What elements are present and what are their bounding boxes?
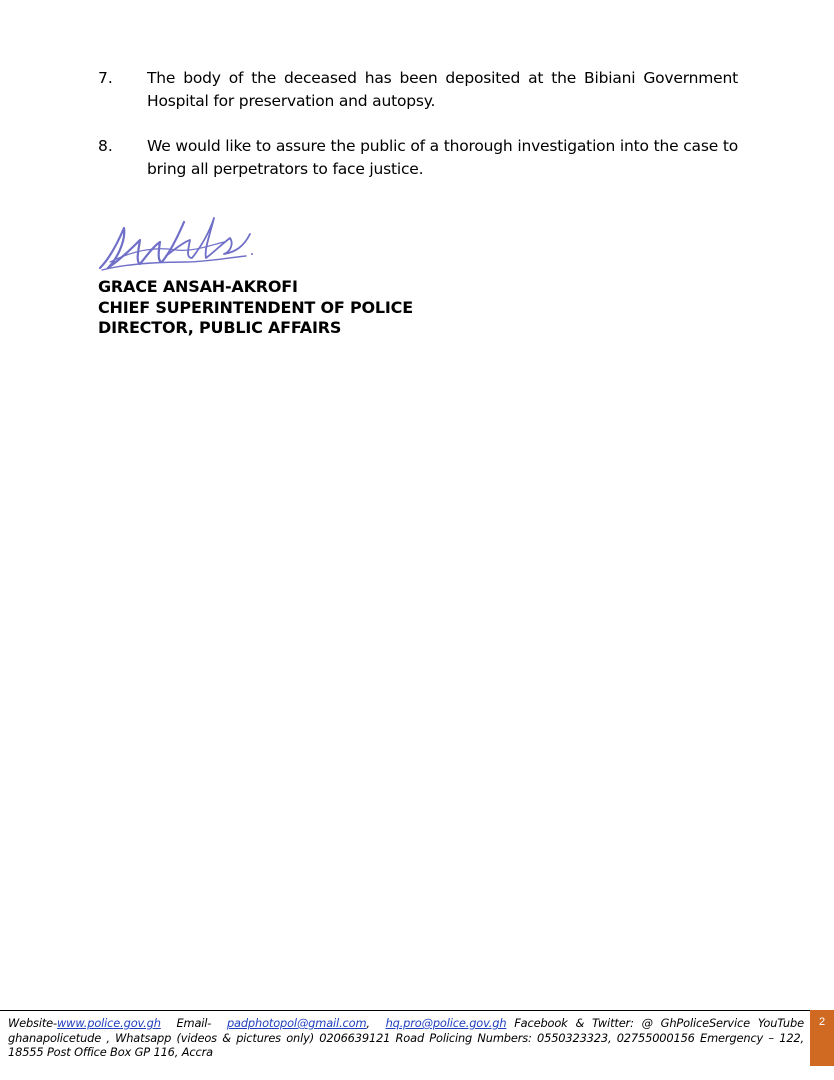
signature-block bbox=[98, 277, 413, 339]
email-separator: , bbox=[366, 1016, 370, 1030]
footer-contact-text: Facebook & Twitter: @ GhPoliceService YouTube ghanapolicetude , Whatsapp (videos & pictures only) 0206639121 Road Policing Numbers: 0550323323, 02755000156 Emergency – 122, 18555 Post Office Box GP 116, Accra bbox=[8, 1016, 804, 1059]
paragraph-text: We would like to assure the public of a thorough investigation into the case to bring all perpetrators to face justice. bbox=[147, 137, 738, 178]
footer-divider bbox=[0, 1010, 810, 1011]
handwritten-signature bbox=[96, 212, 256, 274]
website-label: Website- bbox=[8, 1016, 57, 1030]
website-link[interactable]: www.police.gov.gh bbox=[57, 1016, 161, 1030]
contact-footer bbox=[8, 1016, 804, 1060]
paragraph-7 bbox=[98, 67, 738, 113]
page-number: 2 bbox=[818, 1016, 826, 1028]
signatory-title: DIRECTOR, PUBLIC AFFAIRS bbox=[98, 318, 342, 337]
paragraph-text: The body of the deceased has been deposited at the Bibiani Government Hospital for preservation and autopsy. bbox=[147, 69, 738, 110]
email-link-pad[interactable]: padphotopol@gmail.com bbox=[226, 1016, 367, 1030]
signatory-name: GRACE ANSAH-AKROFI bbox=[98, 277, 298, 296]
email-label: Email- bbox=[176, 1016, 212, 1030]
paragraph-number: 7. bbox=[98, 69, 113, 87]
signatory-rank: CHIEF SUPERINTENDENT OF POLICE bbox=[98, 297, 413, 317]
paragraph-number: 8. bbox=[98, 137, 113, 155]
paragraph-8 bbox=[98, 135, 738, 181]
email-link-hq[interactable]: hq.pro@police.gov.gh bbox=[385, 1016, 507, 1030]
page-number-badge bbox=[810, 1010, 834, 1066]
